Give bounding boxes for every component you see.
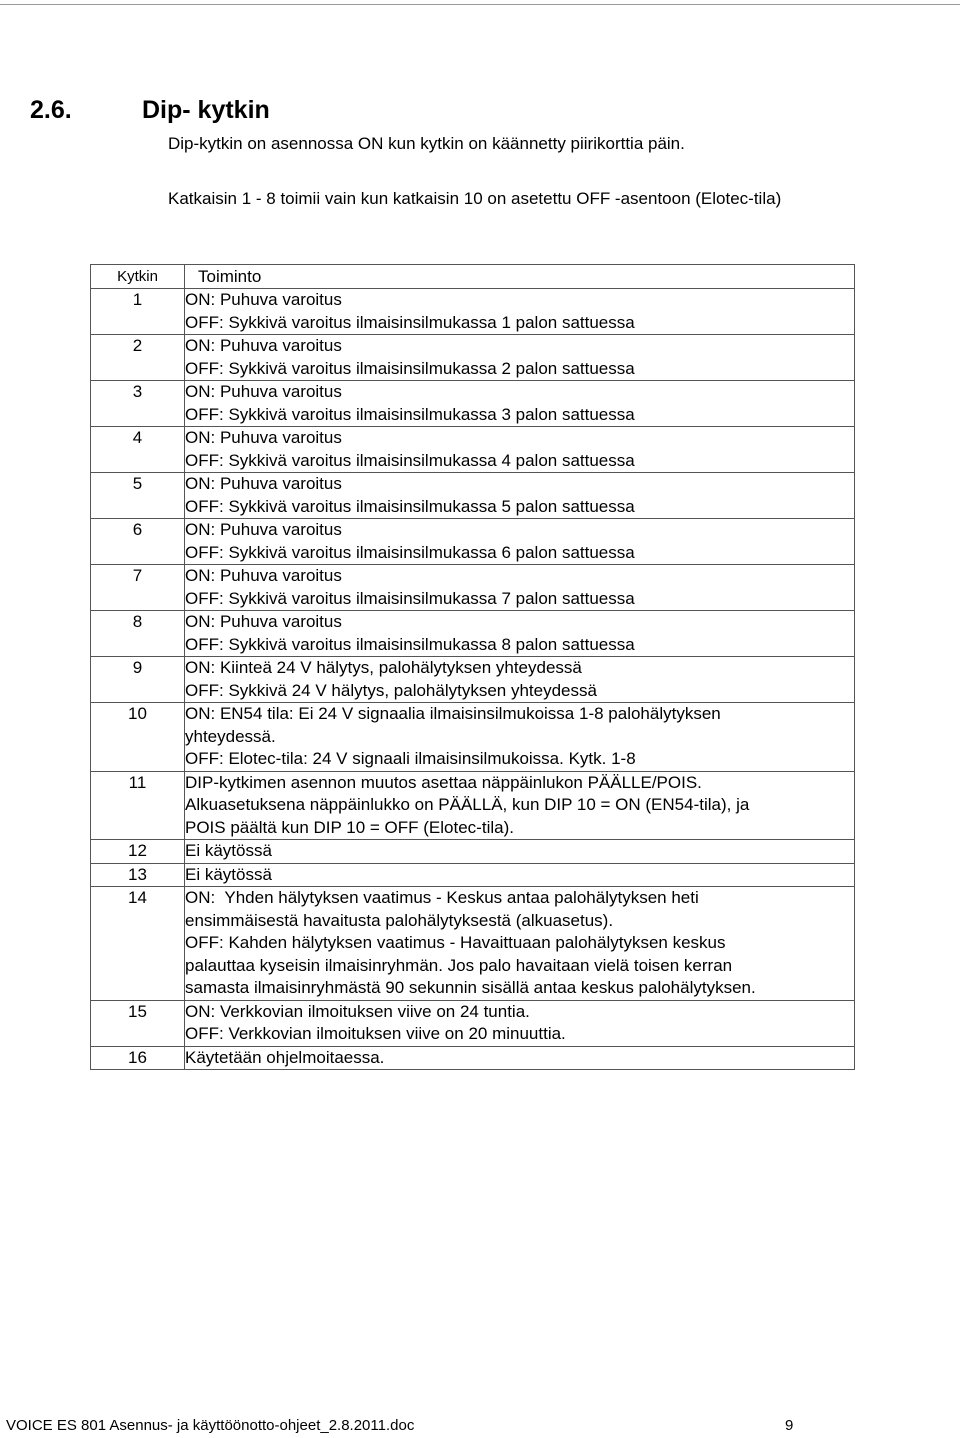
function-line: samasta ilmaisinryhmästä 90 sekunnin sisällä antaa keskus palohälytyksen. — [185, 978, 756, 997]
switch-number: 15 — [91, 1000, 185, 1046]
function-line: OFF: Sykkivä varoitus ilmaisinsilmukassa 3 palon sattuessa — [185, 404, 635, 424]
table-row — [91, 840, 855, 864]
switch-function — [185, 657, 855, 703]
function-line: palauttaa kyseisin ilmaisinryhmän. Jos palo havaitaan vielä toisen kerran — [185, 955, 733, 975]
table-row — [91, 611, 855, 657]
table-row — [91, 289, 855, 335]
function-line: ON: Yhden hälytyksen vaatimus - Keskus antaa palohälytyksen heti — [185, 888, 699, 907]
switch-function — [185, 863, 855, 887]
table-row — [91, 519, 855, 565]
function-line: DIP-kytkimen asennon muutos asettaa näppäinlukon PÄÄLLE/POIS. — [185, 772, 702, 792]
function-line: OFF: Sykkivä varoitus ilmaisinsilmukassa 1 palon sattuessa — [185, 312, 635, 332]
switch-function — [185, 473, 855, 519]
table-row — [91, 427, 855, 473]
section-title: Dip- kytkin — [142, 96, 270, 124]
function-line: ON: Puhuva varoitus — [185, 290, 342, 309]
function-line: ON: Puhuva varoitus — [185, 382, 342, 401]
switch-number: 12 — [91, 840, 185, 864]
switch-number: 2 — [91, 335, 185, 381]
table-row — [91, 771, 855, 840]
switch-function — [185, 381, 855, 427]
column-header-function: Toiminto — [185, 265, 855, 289]
table-row — [91, 1000, 855, 1046]
function-line: OFF: Sykkivä varoitus ilmaisinsilmukassa 2 palon sattuessa — [185, 358, 635, 378]
table-row — [91, 335, 855, 381]
function-line: POIS päältä kun DIP 10 = OFF (Elotec-tila). — [185, 817, 514, 837]
header-rule — [0, 4, 960, 5]
switch-function — [185, 289, 855, 335]
function-line: ON: Puhuva varoitus — [185, 474, 342, 493]
switch-number: 1 — [91, 289, 185, 335]
switch-function — [185, 611, 855, 657]
function-line: OFF: Sykkivä varoitus ilmaisinsilmukassa 6 palon sattuessa — [185, 542, 635, 562]
switch-function — [185, 840, 855, 864]
switch-function — [185, 335, 855, 381]
function-line: OFF: Sykkivä varoitus ilmaisinsilmukassa 8 palon sattuessa — [185, 634, 635, 654]
function-line: ON: Puhuva varoitus — [185, 612, 342, 631]
function-line: OFF: Kahden hälytyksen vaatimus - Havaittuaan palohälytyksen keskus — [185, 933, 726, 952]
switch-function — [185, 427, 855, 473]
function-line: yhteydessä. — [185, 726, 276, 746]
switch-number: 3 — [91, 381, 185, 427]
switch-number: 14 — [91, 887, 185, 1001]
switch-number: 16 — [91, 1046, 185, 1070]
table-row — [91, 565, 855, 611]
intro-paragraph-1: Dip-kytkin on asennossa ON kun kytkin on käännetty piirikorttia päin. — [168, 134, 685, 153]
footer-document-name: VOICE ES 801 Asennus- ja käyttöönotto-ohjeet_2.8.2011.doc — [6, 1417, 415, 1434]
switch-number: 5 — [91, 473, 185, 519]
function-line: ON: Puhuva varoitus — [185, 336, 342, 355]
switch-number: 13 — [91, 863, 185, 887]
switch-number: 6 — [91, 519, 185, 565]
function-line: Ei käytössä — [185, 841, 272, 860]
function-line: OFF: Sykkivä varoitus ilmaisinsilmukassa 4 palon sattuessa — [185, 450, 635, 470]
switch-number: 11 — [91, 771, 185, 840]
function-line: OFF: Sykkivä 24 V hälytys, palohälytyksen yhteydessä — [185, 680, 597, 700]
table-row — [91, 1046, 855, 1070]
switch-number: 10 — [91, 703, 185, 772]
dip-switch-table — [90, 264, 855, 1070]
function-line: OFF: Elotec-tila: 24 V signaali ilmaisinsilmukoissa. Kytk. 1-8 — [185, 749, 636, 768]
function-line: Alkuasetuksena näppäinlukko on PÄÄLLÄ, kun DIP 10 = ON (EN54-tila), ja — [185, 795, 750, 814]
switch-function — [185, 565, 855, 611]
function-line: OFF: Sykkivä varoitus ilmaisinsilmukassa 5 palon sattuessa — [185, 496, 635, 516]
table-row — [91, 473, 855, 519]
function-line: ON: Puhuva varoitus — [185, 520, 342, 539]
switch-number: 4 — [91, 427, 185, 473]
table-row — [91, 863, 855, 887]
column-header-switch: Kytkin — [91, 265, 185, 289]
table-row — [91, 657, 855, 703]
section-number: 2.6. — [30, 96, 72, 124]
function-line: ON: Kiinteä 24 V hälytys, palohälytyksen yhteydessä — [185, 658, 582, 677]
table-body — [91, 289, 855, 1070]
function-line: ON: Verkkovian ilmoituksen viive on 24 tuntia. — [185, 1001, 530, 1021]
switch-function — [185, 887, 855, 1001]
footer-page-number: 9 — [785, 1417, 794, 1434]
table-row — [91, 381, 855, 427]
table-row — [91, 703, 855, 772]
table-header-row — [91, 265, 855, 289]
switch-function — [185, 1000, 855, 1046]
function-line: Ei käytössä — [185, 864, 272, 884]
function-line: ON: Puhuva varoitus — [185, 566, 342, 585]
switch-number: 9 — [91, 657, 185, 703]
function-line: OFF: Verkkovian ilmoituksen viive on 20 minuuttia. — [185, 1024, 566, 1043]
switch-function — [185, 1046, 855, 1070]
function-line: ensimmäisestä havaitusta palohälytyksestä (alkuasetus). — [185, 910, 614, 930]
table-row — [91, 887, 855, 1001]
intro-paragraph-2: Katkaisin 1 - 8 toimii vain kun katkaisin 10 on asetettu OFF -asentoon (Elotec-tila) — [168, 189, 782, 208]
switch-number: 8 — [91, 611, 185, 657]
switch-function — [185, 771, 855, 840]
switch-number: 7 — [91, 565, 185, 611]
switch-function — [185, 703, 855, 772]
function-line: Käytetään ohjelmoitaessa. — [185, 1047, 385, 1067]
function-line: OFF: Sykkivä varoitus ilmaisinsilmukassa 7 palon sattuessa — [185, 588, 635, 608]
function-line: ON: EN54 tila: Ei 24 V signaalia ilmaisinsilmukoissa 1-8 palohälytyksen — [185, 704, 721, 723]
switch-function — [185, 519, 855, 565]
function-line: ON: Puhuva varoitus — [185, 428, 342, 447]
